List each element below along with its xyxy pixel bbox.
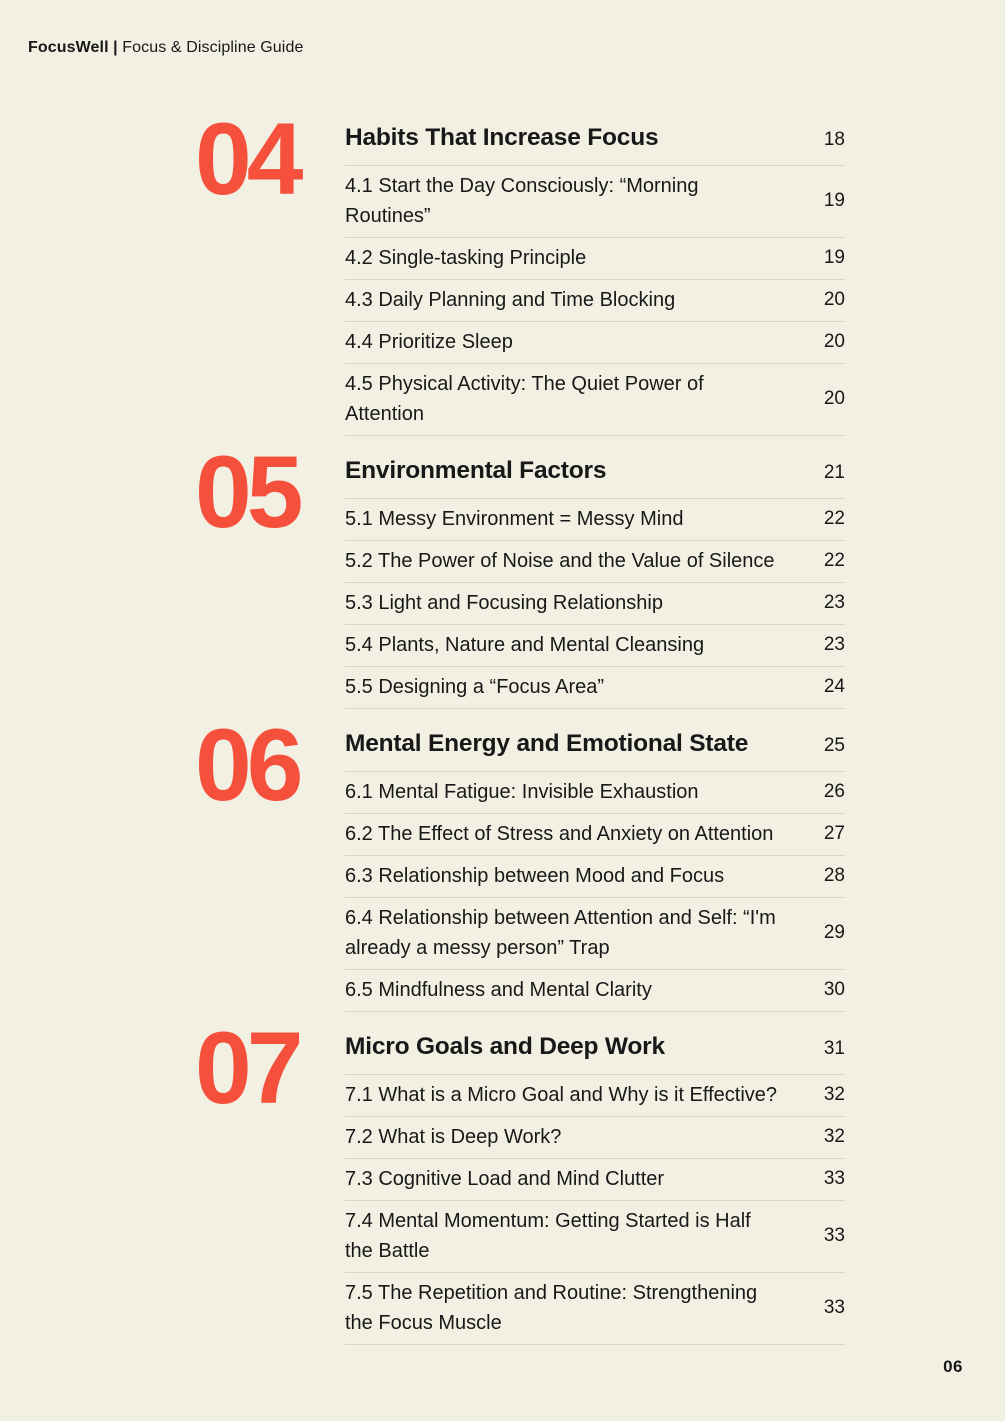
section-items: [345, 499, 845, 709]
item-title: 4.4 Prioritize Sleep: [345, 331, 513, 353]
toc-item-row: [345, 166, 845, 238]
section-page: 31: [823, 1038, 845, 1059]
item-page: 24: [823, 676, 845, 697]
section-title: Mental Energy and Emotional State: [345, 730, 749, 757]
section-body: [345, 1027, 845, 1345]
section-page: 21: [823, 462, 845, 483]
item-page: 29: [823, 922, 845, 943]
item-page: 20: [823, 289, 845, 310]
item-page: 28: [823, 865, 845, 886]
item-page: 33: [823, 1225, 845, 1246]
toc-item-row: [345, 364, 845, 436]
section-body: [345, 451, 845, 709]
section-heading-row: [345, 1027, 845, 1075]
item-page: 32: [823, 1084, 845, 1105]
item-page: 20: [823, 388, 845, 409]
section-number: 06: [195, 708, 299, 822]
item-title: 4.3 Daily Planning and Time Blocking: [345, 289, 676, 311]
item-title: 7.2 What is Deep Work?: [345, 1126, 562, 1148]
toc-item-row: [345, 970, 845, 1012]
toc-section: [195, 1011, 845, 1345]
brand-subtitle: Focus & Discipline Guide: [122, 39, 304, 56]
item-title: 7.3 Cognitive Load and Mind Clutter: [345, 1168, 665, 1190]
item-title: 4.5 Physical Activity: The Quiet Power of Attention: [345, 373, 704, 425]
toc-item-row: [345, 583, 845, 625]
page-number-footer: 06: [943, 1357, 963, 1376]
toc-item-row: [345, 499, 845, 541]
item-page: 22: [823, 550, 845, 571]
item-title: 5.5 Designing a “Focus Area”: [345, 676, 605, 698]
section-title: Habits That Increase Focus: [345, 124, 659, 151]
table-of-contents: [195, 102, 845, 1345]
item-page: 19: [823, 190, 845, 211]
item-page: 23: [823, 592, 845, 613]
item-page: 33: [823, 1297, 845, 1318]
section-number: 07: [195, 1011, 299, 1125]
section-heading-row: [345, 724, 845, 772]
item-title: 5.2 The Power of Noise and the Value of Silence: [345, 550, 775, 572]
section-title: Environmental Factors: [345, 457, 607, 484]
toc-section: [195, 708, 845, 1012]
item-page: 19: [823, 247, 845, 268]
section-items: [345, 772, 845, 1012]
item-title: 4.2 Single-tasking Principle: [345, 247, 587, 269]
brand-header: [28, 39, 303, 57]
item-title: 7.5 The Repetition and Routine: Strengthening the Focus Muscle: [345, 1282, 758, 1334]
item-page: 20: [823, 331, 845, 352]
item-title: 5.4 Plants, Nature and Mental Cleansing: [345, 634, 705, 656]
toc-item-row: [345, 625, 845, 667]
item-page: 23: [823, 634, 845, 655]
section-items: [345, 166, 845, 436]
item-title: 4.1 Start the Day Consciously: “Morning Routines”: [345, 175, 699, 227]
toc-item-row: [345, 322, 845, 364]
toc-item-row: [345, 667, 845, 709]
toc-item-row: [345, 898, 845, 970]
item-title: 6.1 Mental Fatigue: Invisible Exhaustion: [345, 781, 699, 803]
toc-item-row: [345, 280, 845, 322]
toc-item-row: [345, 1117, 845, 1159]
item-page: 32: [823, 1126, 845, 1147]
item-page: 22: [823, 508, 845, 529]
item-title: 6.3 Relationship between Mood and Focus: [345, 865, 725, 887]
item-page: 27: [823, 823, 845, 844]
section-heading-row: [345, 118, 845, 166]
item-title: 5.1 Messy Environment = Messy Mind: [345, 508, 684, 530]
item-page: 26: [823, 781, 845, 802]
item-title: 7.1 What is a Micro Goal and Why is it Effective?: [345, 1084, 778, 1106]
section-body: [345, 724, 845, 1012]
item-page: 33: [823, 1168, 845, 1189]
toc-item-row: [345, 1159, 845, 1201]
toc-item-row: [345, 856, 845, 898]
item-title: 6.2 The Effect of Stress and Anxiety on Attention: [345, 823, 774, 845]
section-page: 18: [823, 129, 845, 150]
toc-item-row: [345, 1201, 845, 1273]
toc-item-row: [345, 1273, 845, 1345]
toc-item-row: [345, 772, 845, 814]
section-body: [345, 118, 845, 436]
section-title: Micro Goals and Deep Work: [345, 1033, 665, 1060]
item-title: 6.4 Relationship between Attention and Self: “I'm already a messy person” Trap: [345, 907, 776, 959]
section-heading-row: [345, 451, 845, 499]
item-title: 5.3 Light and Focusing Relationship: [345, 592, 663, 614]
toc-item-row: [345, 814, 845, 856]
section-items: [345, 1075, 845, 1345]
toc-item-row: [345, 1075, 845, 1117]
item-page: 30: [823, 979, 845, 1000]
section-page: 25: [823, 735, 845, 756]
item-title: 6.5 Mindfulness and Mental Clarity: [345, 979, 652, 1001]
toc-section: [195, 435, 845, 709]
toc-item-row: [345, 238, 845, 280]
brand-name: FocusWell |: [28, 39, 118, 56]
section-number: 04: [195, 102, 299, 216]
toc-item-row: [345, 541, 845, 583]
item-title: 7.4 Mental Momentum: Getting Started is Half the Battle: [345, 1210, 751, 1262]
section-number: 05: [195, 435, 299, 549]
toc-section: [195, 102, 845, 436]
